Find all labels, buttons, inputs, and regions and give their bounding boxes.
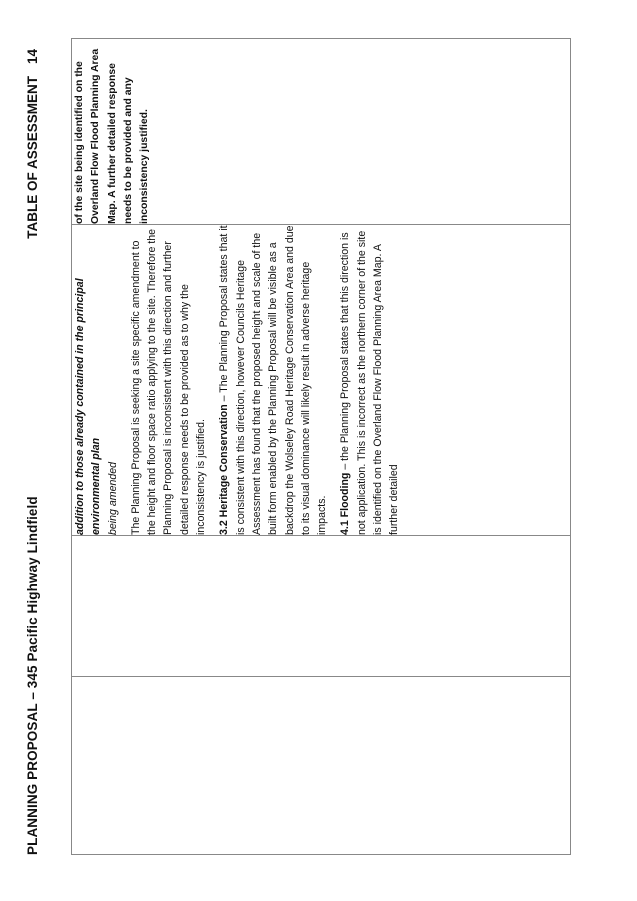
empty-cell-2 [72,536,571,677]
heritage-paragraph [216,225,330,535]
flooding-paragraph [337,225,402,535]
heritage-heading: 3.2 Heritage Conservation [218,404,231,535]
table-row [72,39,571,855]
intro-bold-italic: addition to those already contained in the principal environmental plan [74,278,103,535]
flooding-body: – the Planning Proposal states that this direction is not application. This is incorrect as the northern corner of the site is identified on the Overland Flow Flood Planning Area Map. A further detailed [339,230,401,535]
comment-cell: of the site being identified on the Overland Flow Flood Planning Area Map. A further detailed response needs to be provided and any inconsistency justified. [72,39,571,225]
flooding-heading: 4.1 Flooding [339,472,352,535]
intro-italic: being amended [106,461,119,535]
intro-sub-paragraph [105,225,121,535]
intro-paragraph [72,225,105,535]
inconsistency-paragraph: The Planning Proposal is seeking a site specific amendment to the height and floor space ratio applying to the site. Therefore the Planning Proposal is inconsistent with this direction and further detailed response needs to be provided as to why the inconsistency is justified. [129,228,208,535]
assessment-cell [72,225,571,536]
document-title: PLANNING PROPOSAL – 345 Pacific Highway Lindfield [25,496,40,855]
heritage-body: – The Planning Proposal states that it is consistent with this direction, however Councils Heritage Assessment has found that the proposed height and scale of the built form enabled by the Planning Proposal will be visible as a backdrop the Wolseley Road Heritage Conservation Area and due to its visual dominance will likely result in adverse heritage impacts. [218,225,329,535]
section-title-text: TABLE OF ASSESSMENT [25,76,40,239]
page-number: 14 [25,49,40,65]
section-title [25,49,40,239]
empty-cell-1 [72,677,571,855]
assessment-table [71,38,571,855]
